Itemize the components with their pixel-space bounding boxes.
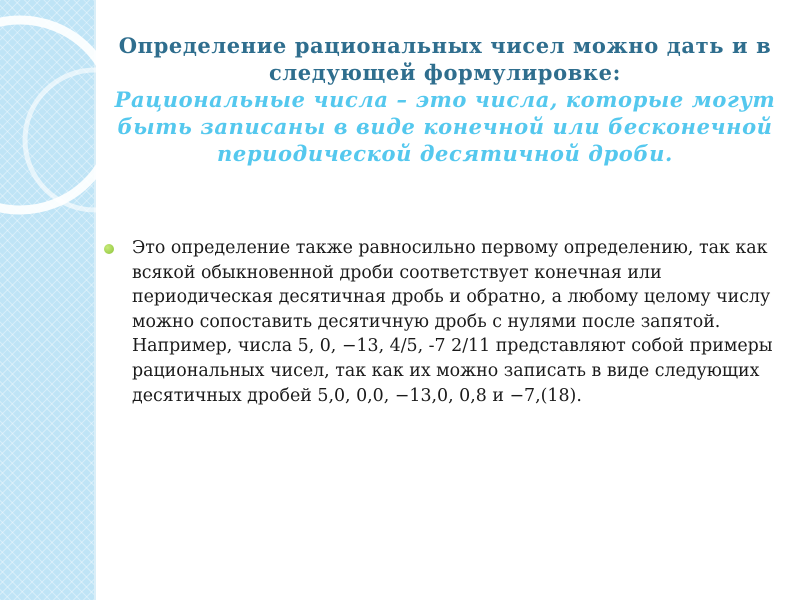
title-definition-intro: Определение рациональных чисел можно дать и в следующей формулировке: (118, 33, 772, 85)
paragraph-equivalence: Это определение также равносильно первому определению, так как всякой обыкновенной дроби соответствует конечная или периодическая десятичная дробь и обратно, а любому целому числу можно сопоставить десятичную дробь с нулями после запятой. (132, 238, 771, 332)
bullet-list-item (104, 236, 776, 408)
slide-title (110, 32, 780, 167)
title-definition-emphasis: Рациональные числа – это числа, которые могут быть записаны в виде конечной или бесконечной периодической десятичной дроби. (114, 87, 776, 166)
bullet-dot-icon (104, 244, 114, 254)
bullet-text (132, 236, 776, 408)
paragraph-example: Например, числа 5, 0, −13, 4/5, -7 2/11 представляют собой примеры рациональных чисел, так как их можно записать в виде следующих десятичных дробей 5,0, 0,0, −13,0, 0,8 и −7,(18). (132, 336, 773, 406)
